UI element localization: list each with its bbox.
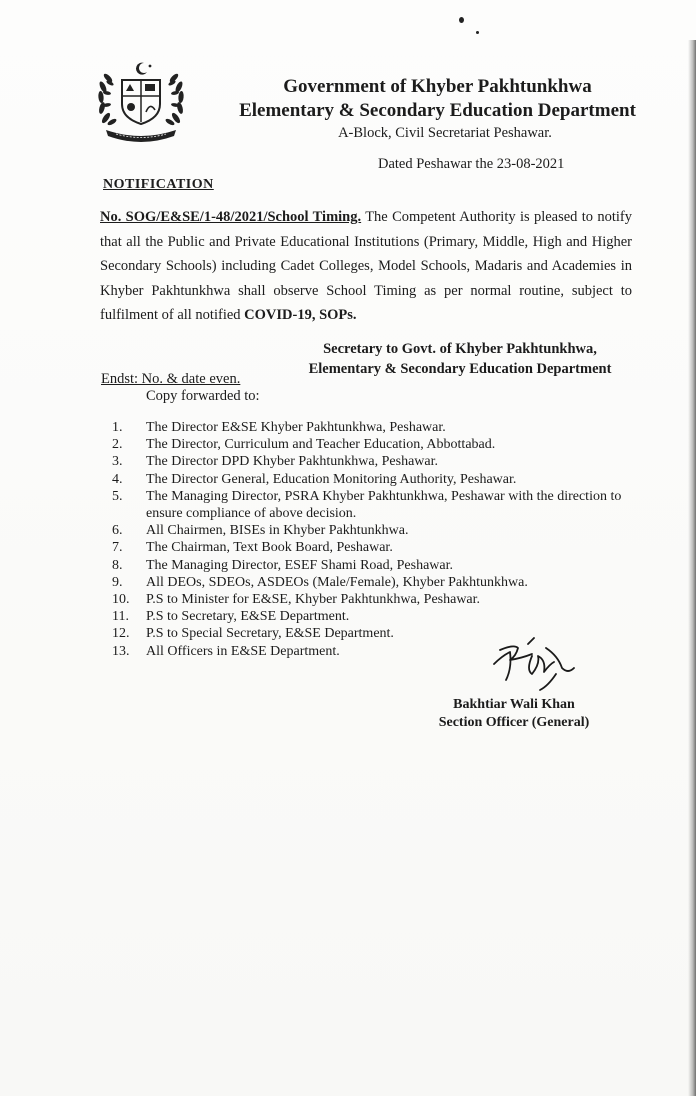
- distribution-item-number: 12.: [112, 626, 130, 642]
- copy-forwarded-label: Copy forwarded to:: [146, 388, 260, 404]
- distribution-item-text: The Managing Director, PSRA Khyber Pakhtunkhwa, Peshawar with the direction to ensure compliance of above decision.: [146, 488, 622, 522]
- government-crest-logo: [92, 60, 190, 142]
- distribution-list-item: [112, 574, 632, 591]
- distribution-item-number: 5.: [112, 488, 123, 504]
- distribution-list-item: [112, 471, 632, 488]
- notification-text: The Competent Authority is pleased to notify that all the Public and Private Educational Institutions (Primary, Middle, High and Higher Secondary Schools) including Cadet Colleges, Model Schools, Madaris and Academies in Khyber Pakhtunkhwa shall observe School Timing as per normal routine, subject to fulfilment of all notified: [100, 209, 632, 324]
- distribution-list-item: [112, 436, 632, 453]
- distribution-item-text: P.S to Minister for E&SE, Khyber Pakhtunkhwa, Peshawar.: [146, 592, 481, 608]
- header-government-title: Government of Khyber Pakhtunkhwa: [283, 76, 592, 97]
- signatory-secretary-line2: Elementary & Secondary Education Department: [308, 361, 612, 377]
- dated-line: Dated Peshawar the 23-08-2021: [378, 156, 565, 172]
- scan-speck: [476, 31, 479, 34]
- distribution-item-text: All DEOs, SDEOs, ASDEOs (Male/Female), Khyber Pakhtunkhwa.: [146, 574, 528, 590]
- distribution-list-item: [112, 591, 632, 608]
- distribution-item-text: The Chairman, Text Book Board, Peshawar.: [146, 540, 393, 556]
- distribution-item-number: 13.: [112, 643, 130, 659]
- distribution-item-text: The Managing Director, ESEF Shami Road, Peshawar.: [146, 557, 453, 573]
- distribution-item-text: All Officers in E&SE Department.: [146, 643, 340, 659]
- notification-body: [100, 205, 632, 328]
- distribution-list: [112, 419, 632, 660]
- distribution-item-number: 4.: [112, 471, 123, 487]
- distribution-item-text: The Director General, Education Monitoring Authority, Peshawar.: [146, 471, 517, 487]
- signer-designation: Section Officer (General): [438, 715, 590, 730]
- header-address: A-Block, Civil Secretariat Peshawar.: [338, 125, 552, 141]
- distribution-list-item: [112, 557, 632, 574]
- distribution-item-text: P.S to Special Secretary, E&SE Department.: [146, 626, 394, 642]
- distribution-item-number: 3.: [112, 454, 123, 470]
- distribution-item-number: 11.: [112, 609, 129, 625]
- distribution-item-text: All Chairmen, BISEs in Khyber Pakhtunkhwa.: [146, 523, 409, 539]
- distribution-item-number: 1.: [112, 420, 123, 435]
- distribution-item-number: 6.: [112, 523, 123, 539]
- distribution-list-item: [112, 453, 632, 470]
- distribution-item-number: 2.: [112, 437, 123, 453]
- notification-covid-sops: COVID-19, SOPs.: [244, 307, 357, 324]
- distribution-item-number: 9.: [112, 574, 123, 590]
- scan-edge-shadow: [688, 40, 696, 1096]
- distribution-item-text: P.S to Secretary, E&SE Department.: [146, 609, 350, 625]
- distribution-list-item: [112, 539, 632, 556]
- distribution-list-item: [112, 522, 632, 539]
- signer-name: Bakhtiar Wali Khan: [453, 697, 575, 712]
- handwritten-signature: [488, 634, 580, 692]
- signatory-secretary-line1: Secretary to Govt. of Khyber Pakhtunkhwa,: [323, 341, 597, 357]
- distribution-list-item: [112, 488, 632, 522]
- scan-speck: [459, 17, 464, 23]
- distribution-list-item: [112, 419, 632, 436]
- endorsement-endst: Endst: No. & date even.: [101, 371, 241, 387]
- distribution-list-item: [112, 608, 632, 625]
- distribution-item-number: 10.: [112, 592, 130, 608]
- distribution-item-text: The Director, Curriculum and Teacher Education, Abbottabad.: [146, 437, 496, 453]
- distribution-item-number: 7.: [112, 540, 123, 556]
- distribution-item-text: The Director DPD Khyber Pakhtunkhwa, Peshawar.: [146, 454, 438, 470]
- distribution-item-number: 8.: [112, 557, 123, 573]
- notification-title: NOTIFICATION: [103, 177, 214, 192]
- distribution-item-text: The Director E&SE Khyber Pakhtunkhwa, Peshawar.: [146, 420, 446, 435]
- header-department-title: Elementary & Secondary Education Department: [239, 100, 636, 121]
- notification-reference-number: No. SOG/E&SE/1-48/2021/School Timing.: [100, 209, 362, 225]
